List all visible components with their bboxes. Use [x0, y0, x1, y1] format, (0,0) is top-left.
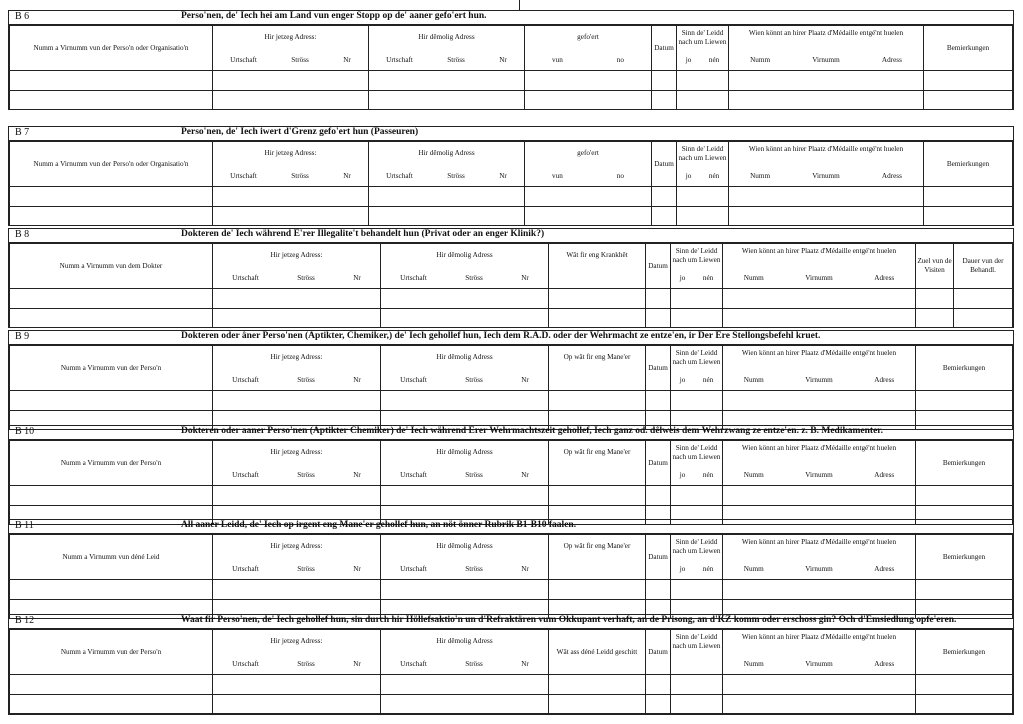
medal-header: Wien könnt an hirer Plaatz d'Médaille entgé'nt huelen Numm Virnumm Adress — [723, 244, 916, 289]
entry-cell[interactable] — [916, 289, 954, 309]
entry-cell[interactable] — [10, 71, 213, 91]
section-title: Perso'nen, de' Iech hei am Land vun enger Stopp op de' aaner gefo'ert hun. — [181, 11, 487, 21]
entry-cell[interactable] — [381, 309, 549, 328]
form-table — [9, 345, 1013, 430]
entry-cell[interactable] — [646, 289, 671, 309]
section-title-bar — [9, 11, 1013, 25]
name-header: Numm a Virnumm vun der Perso'n oder Organisatio'n — [10, 142, 213, 187]
entry-cell[interactable] — [525, 207, 652, 226]
entry-cell[interactable] — [729, 207, 924, 226]
entry-cell[interactable] — [549, 675, 646, 695]
current-address-header: Hir jetzeg Adress: Urtschaft Ströss Nr — [213, 535, 381, 580]
entry-cell[interactable] — [549, 695, 646, 714]
entry-cell[interactable] — [646, 580, 671, 600]
name-header: Numm a Virnumm vun der Perso'n — [10, 441, 213, 486]
current-address-header: Hir jetzeg Adress: Urtschaft Ströss Nr — [213, 630, 381, 675]
section-title: Dokteren oder aaner Perso'nen (Aptikter Chemiker) de' Iech während Erer Wehrmachtszeit gehollef, Iech ganz od. dêlweis dem Wehrzwang ze entze'en. z. B. Medikamenter. — [181, 426, 884, 436]
former-address-header: Hir dêmolig Adress Urtschaft Ströss Nr — [381, 630, 549, 675]
datum-header: Datum — [646, 441, 671, 486]
entry-cell[interactable] — [671, 486, 723, 506]
medal-header: Wien könnt an hirer Plaatz d'Médaille entgé'nt huelen Numm Virnumm Adress — [729, 26, 924, 71]
section-code: B 8 — [15, 229, 30, 240]
form-table — [9, 243, 1013, 328]
section-b6 — [8, 10, 1014, 110]
entry-cell[interactable] — [677, 71, 729, 91]
entry-cell[interactable] — [954, 289, 1013, 309]
entry-cell[interactable] — [646, 309, 671, 328]
entry-cell[interactable] — [369, 71, 525, 91]
datum-header: Datum — [646, 630, 671, 675]
entry-cell[interactable] — [525, 71, 652, 91]
entry-cell[interactable] — [646, 391, 671, 411]
entry-cell[interactable] — [213, 580, 381, 600]
section-title-bar — [9, 331, 1013, 345]
entry-cell[interactable] — [213, 695, 381, 714]
entry-cell[interactable] — [10, 309, 213, 328]
section-title: Perso'nen, de' Iech iwert d'Grenz gefo'ert hun (Passeuren) — [181, 127, 419, 137]
former-address-header: Hir dêmolig Adress Urtschaft Ströss Nr — [369, 142, 525, 187]
entry-cell[interactable] — [549, 486, 646, 506]
entry-cell[interactable] — [924, 207, 1013, 226]
section-b10 — [8, 425, 1014, 525]
entry-cell[interactable] — [954, 309, 1013, 328]
former-address-header: Hir dêmolig Adress Urtschaft Ströss Nr — [381, 346, 549, 391]
entry-cell[interactable] — [213, 207, 369, 226]
entry-cell[interactable] — [677, 187, 729, 207]
entry-cell[interactable] — [916, 486, 1013, 506]
datum-header: Datum — [646, 244, 671, 289]
name-header: Numm a Virnumm vun der Perso'n — [10, 630, 213, 675]
entry-cell[interactable] — [525, 91, 652, 110]
entry-cell[interactable] — [549, 580, 646, 600]
entry-cell[interactable] — [549, 391, 646, 411]
section-title: Waat fir Perso'nen, de' Iech gehollef hun, sin durch hir Höllefsaktio'n un d'Refraktären vum Okkupant verhaft, an de Prisong, an d'KZ komm oder erschoss gin? Och d'Emsiedlung opfe'eren. — [181, 615, 957, 625]
entry-cell[interactable] — [10, 486, 213, 506]
entry-cell[interactable] — [381, 486, 549, 506]
entry-cell[interactable] — [10, 91, 213, 110]
section-title-bar — [9, 520, 1013, 534]
entry-cell[interactable] — [549, 289, 646, 309]
entry-cell[interactable] — [10, 207, 213, 226]
entry-cell[interactable] — [213, 675, 381, 695]
entry-cell[interactable] — [671, 289, 723, 309]
what-happened-header: Wât ass déné Leidd geschitt — [549, 630, 646, 675]
form-table — [9, 629, 1013, 714]
remarks-header: Bemierkungen — [916, 441, 1013, 486]
datum-header: Datum — [652, 142, 677, 187]
entry-cell[interactable] — [381, 289, 549, 309]
form-table — [9, 141, 1013, 226]
entry-cell[interactable] — [381, 675, 549, 695]
entry-cell[interactable] — [369, 207, 525, 226]
entry-cell[interactable] — [369, 187, 525, 207]
entry-cell[interactable] — [671, 580, 723, 600]
entry-cell[interactable] — [729, 187, 924, 207]
entry-cell[interactable] — [381, 580, 549, 600]
entry-cell[interactable] — [723, 580, 916, 600]
medal-header: Wien könnt an hirer Plaatz d'Médaille entgé'nt huelen Numm Virnumm Adress — [723, 346, 916, 391]
alive-header: Sinn de' Leidd nach um Liewen jo nén — [677, 26, 729, 71]
alive-header: Sinn de' Leidd nach um Liewen jo nén — [671, 441, 723, 486]
entry-cell[interactable] — [924, 91, 1013, 110]
section-b7 — [8, 126, 1014, 226]
entry-cell[interactable] — [381, 695, 549, 714]
entry-cell[interactable] — [646, 675, 671, 695]
alive-header: Sinn de' Leidd nach um Liewen — [671, 630, 723, 675]
entry-cell[interactable] — [924, 187, 1013, 207]
section-title-bar — [9, 615, 1013, 629]
top-tick-mark — [519, 0, 520, 10]
section-code: B 12 — [15, 615, 35, 626]
entry-cell[interactable] — [671, 675, 723, 695]
section-b12 — [8, 614, 1014, 715]
entry-cell[interactable] — [213, 91, 369, 110]
form-table — [9, 534, 1013, 619]
entry-cell[interactable] — [10, 289, 213, 309]
remarks-header: Bemierkungen — [916, 346, 1013, 391]
entry-cell[interactable] — [10, 187, 213, 207]
name-header: Numm a Virnumm vun der Perso'n oder Organisatio'n — [10, 26, 213, 71]
entry-cell[interactable] — [646, 695, 671, 714]
section-title-bar — [9, 127, 1013, 141]
manner-header: Op wât fir eng Mane'er — [549, 441, 646, 486]
entry-cell[interactable] — [525, 187, 652, 207]
entry-cell[interactable] — [213, 309, 381, 328]
remarks-header: Bemierkungen — [916, 535, 1013, 580]
entry-cell[interactable] — [723, 675, 916, 695]
current-address-header: Hir jetzeg Adress: Urtschaft Ströss Nr — [213, 26, 369, 71]
former-address-header: Hir dêmolig Adress Urtschaft Ströss Nr — [381, 244, 549, 289]
former-address-header: Hir dêmolig Adress Urtschaft Ströss Nr — [381, 535, 549, 580]
visits-header: Zuel vun de Visiten — [916, 244, 954, 289]
remarks-header: Bemierkungen — [916, 630, 1013, 675]
entry-cell[interactable] — [916, 391, 1013, 411]
section-code: B 7 — [15, 127, 30, 138]
section-title: Dokteren de' Iech während E'rer Illegalite't behandelt hun (Privat oder an enger Klinik?) — [181, 229, 545, 239]
current-address-header: Hir jetzeg Adress: Urtschaft Ströss Nr — [213, 441, 381, 486]
section-b8 — [8, 228, 1014, 328]
entry-cell[interactable] — [916, 675, 1013, 695]
entry-cell[interactable] — [652, 187, 677, 207]
entry-cell[interactable] — [213, 187, 369, 207]
entry-cell[interactable] — [729, 71, 924, 91]
entry-cell[interactable] — [652, 91, 677, 110]
illness-header: Wât fir eng Krankhêt — [549, 244, 646, 289]
entry-cell[interactable] — [677, 207, 729, 226]
remarks-header: Bemierkungen — [924, 26, 1013, 71]
section-code: B 9 — [15, 331, 30, 342]
entry-cell[interactable] — [213, 289, 381, 309]
entry-cell[interactable] — [723, 309, 916, 328]
section-code: B 6 — [15, 11, 30, 22]
entry-cell[interactable] — [369, 91, 525, 110]
entry-cell[interactable] — [916, 580, 1013, 600]
name-header: Numm a Virnumm vun dem Dokter — [10, 244, 213, 289]
entry-cell[interactable] — [213, 486, 381, 506]
alive-header: Sinn de' Leidd nach um Liewen jo nén — [671, 244, 723, 289]
entry-cell[interactable] — [10, 580, 213, 600]
former-address-header: Hir dêmolig Adress Urtschaft Ströss Nr — [381, 441, 549, 486]
medal-header: Wien könnt an hirer Plaatz d'Médaille entgé'nt huelen Numm Virnumm Adress — [723, 441, 916, 486]
entry-cell[interactable] — [723, 391, 916, 411]
section-title-bar — [9, 229, 1013, 243]
medal-header: Wien könnt an hirer Plaatz d'Médaille entgé'nt huelen Numm Virnumm Adress — [729, 142, 924, 187]
section-title-bar — [9, 426, 1013, 440]
entry-cell[interactable] — [671, 391, 723, 411]
entry-cell[interactable] — [729, 91, 924, 110]
medal-header: Wien könnt an hirer Plaatz d'Médaille entgé'nt huelen Numm Virnumm Adress — [723, 535, 916, 580]
remarks-header: Bemierkungen — [924, 142, 1013, 187]
datum-header: Datum — [646, 346, 671, 391]
current-address-header: Hir jetzeg Adress: Urtschaft Ströss Nr — [213, 244, 381, 289]
entry-cell[interactable] — [213, 71, 369, 91]
current-address-header: Hir jetzeg Adress: Urtschaft Ströss Nr — [213, 346, 381, 391]
datum-header: Datum — [646, 535, 671, 580]
manner-header: Op wât fir eng Mane'er — [549, 346, 646, 391]
section-b9 — [8, 330, 1014, 430]
entry-cell[interactable] — [671, 309, 723, 328]
entry-cell[interactable] — [916, 309, 954, 328]
entry-cell[interactable] — [723, 695, 916, 714]
entry-cell[interactable] — [10, 695, 213, 714]
entry-cell[interactable] — [10, 675, 213, 695]
entry-cell[interactable] — [213, 391, 381, 411]
section-title: All aaner Leidd, de' Iech op irgent eng Mane'er gehollef hun, an nöt önner Rubrik B1-B10 faalen. — [181, 520, 577, 530]
datum-header: Datum — [652, 26, 677, 71]
section-code: B 11 — [15, 520, 34, 531]
entry-cell[interactable] — [916, 695, 1013, 714]
form-table — [9, 440, 1013, 525]
alive-header: Sinn de' Leidd nach um Liewen jo nén — [671, 535, 723, 580]
entry-cell[interactable] — [924, 71, 1013, 91]
former-address-header: Hir dêmolig Adress Urtschaft Ströss Nr — [369, 26, 525, 71]
entry-cell[interactable] — [677, 91, 729, 110]
section-code: B 10 — [15, 426, 35, 437]
entry-cell[interactable] — [381, 391, 549, 411]
name-header: Numm a Virnumm vun der Perso'n — [10, 346, 213, 391]
name-header: Numm a Virnumm vun déné Leid — [10, 535, 213, 580]
gefoert-header: gefo'ert vun no — [525, 142, 652, 187]
gefoert-header: gefo'ert vun no — [525, 26, 652, 71]
manner-header: Op wât fir eng Mane'er — [549, 535, 646, 580]
entry-cell[interactable] — [652, 71, 677, 91]
entry-cell[interactable] — [671, 695, 723, 714]
entry-cell[interactable] — [10, 391, 213, 411]
alive-header: Sinn de' Leidd nach um Liewen jo nén — [677, 142, 729, 187]
entry-cell[interactable] — [549, 309, 646, 328]
current-address-header: Hir jetzeg Adress: Urtschaft Ströss Nr — [213, 142, 369, 187]
entry-cell[interactable] — [646, 486, 671, 506]
entry-cell[interactable] — [723, 486, 916, 506]
section-b11 — [8, 519, 1014, 619]
medal-header: Wien könnt an hirer Plaatz d'Médaille entgé'nt huelen Numm Virnumm Adress — [723, 630, 916, 675]
section-title: Dokteren oder âner Perso'nen (Aptikter, Chemiker,) de' Iech gehollef hun, Iech dem R.A.D. oder der Wehrmacht ze entze'en, ir Der Ere Stellongsbefehl kruet. — [181, 331, 821, 341]
alive-header: Sinn de' Leidd nach um Liewen jo nén — [671, 346, 723, 391]
entry-cell[interactable] — [723, 289, 916, 309]
form-table — [9, 25, 1013, 110]
entry-cell[interactable] — [652, 207, 677, 226]
duration-header: Dauer vun der Behandl. — [954, 244, 1013, 289]
